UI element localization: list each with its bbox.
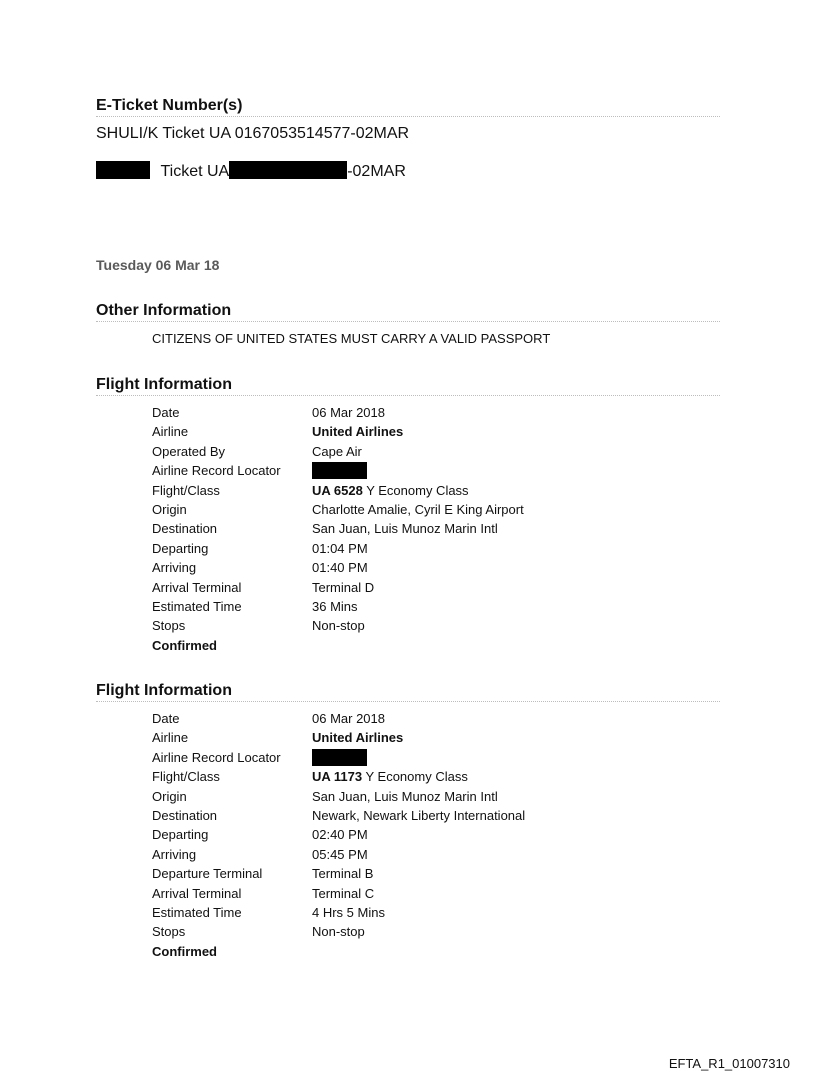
eticket-heading: E-Ticket Number(s)	[96, 97, 720, 117]
origin-value: San Juan, Luis Munoz Marin Intl	[312, 788, 498, 804]
other-info-text: CITIZENS OF UNITED STATES MUST CARRY A VALID PASSPORT	[152, 331, 551, 346]
ticket-line-2-label: Ticket UA	[160, 163, 230, 180]
arriving-value: 05:45 PM	[312, 846, 368, 862]
flight-info-heading: Flight Information	[96, 376, 720, 396]
other-info-heading: Other Information	[96, 302, 720, 322]
date-value: 06 Mar 2018	[312, 711, 385, 726]
departure-terminal-value: Terminal B	[312, 866, 374, 882]
airline-value: United Airlines	[312, 424, 404, 440]
origin-value: Charlotte Amalie, Cyril E King Airport	[312, 501, 524, 517]
record-locator-value	[312, 461, 367, 480]
flight-class-label: Flight/Class	[152, 482, 220, 498]
departing-value: 01:04 PM	[312, 540, 368, 556]
redaction-box	[229, 161, 347, 179]
document-id-footer: EFTA_R1_01007310	[668, 1056, 790, 1071]
origin-label: Origin	[152, 501, 187, 517]
arrival-terminal-value: Terminal C	[312, 885, 375, 901]
arriving-label: Arriving	[152, 560, 197, 576]
flight-class-value	[312, 481, 469, 500]
travel-date-heading: Tuesday 06 Mar 18	[96, 257, 220, 273]
flight-number: UA 6528	[312, 482, 363, 498]
date-label: Date	[152, 405, 180, 420]
stops-value: Non-stop	[312, 618, 365, 634]
date-label: Date	[152, 711, 180, 726]
ticket-line-2-suffix: -02MAR	[347, 163, 406, 180]
flight-class-label: Flight/Class	[152, 769, 220, 785]
flight-class-value	[312, 767, 468, 786]
airline-value: United Airlines	[312, 730, 404, 746]
destination-value: Newark, Newark Liberty International	[312, 807, 526, 823]
arriving-label: Arriving	[152, 846, 197, 862]
estimated-time-value: 4 Hrs 5 Mins	[312, 904, 385, 920]
stops-label: Stops	[152, 618, 186, 634]
ticket-line-1: SHULI/K Ticket UA 0167053514577-02MAR	[96, 125, 410, 142]
estimated-time-value: 36 Mins	[312, 598, 358, 614]
arriving-value: 01:40 PM	[312, 560, 368, 576]
origin-label: Origin	[152, 788, 187, 804]
record-locator-label: Airline Record Locator	[152, 463, 281, 479]
destination-value: San Juan, Luis Munoz Marin Intl	[312, 521, 498, 537]
redaction-box	[312, 462, 367, 479]
destination-label: Destination	[152, 521, 218, 537]
destination-label: Destination	[152, 807, 218, 823]
booking-status: Confirmed	[152, 637, 217, 653]
date-value: 06 Mar 2018	[312, 405, 385, 420]
booking-status: Confirmed	[152, 943, 217, 959]
cabin-class: Y Economy Class	[362, 769, 468, 785]
redaction-box	[312, 749, 367, 766]
estimated-time-label: Estimated Time	[152, 904, 242, 920]
stops-value: Non-stop	[312, 924, 365, 940]
cabin-class: Y Economy Class	[362, 482, 469, 498]
record-locator-value	[312, 748, 367, 767]
operated-by-label: Operated By	[152, 443, 225, 459]
departing-value: 02:40 PM	[312, 827, 368, 843]
departure-terminal-label: Departure Terminal	[152, 866, 263, 882]
ticket-line-2	[96, 161, 406, 182]
arrival-terminal-label: Arrival Terminal	[152, 885, 242, 901]
departing-label: Departing	[152, 827, 209, 843]
redaction-box	[96, 161, 150, 179]
arrival-terminal-label: Arrival Terminal	[152, 579, 242, 595]
departing-label: Departing	[152, 540, 209, 556]
airline-label: Airline	[152, 424, 189, 440]
operated-by-value: Cape Air	[312, 443, 362, 459]
stops-label: Stops	[152, 924, 186, 940]
flight-info-heading: Flight Information	[96, 682, 720, 702]
airline-label: Airline	[152, 730, 189, 746]
record-locator-label: Airline Record Locator	[152, 749, 281, 765]
arrival-terminal-value: Terminal D	[312, 579, 375, 595]
flight-number: UA 1173	[312, 769, 363, 785]
estimated-time-label: Estimated Time	[152, 598, 242, 614]
